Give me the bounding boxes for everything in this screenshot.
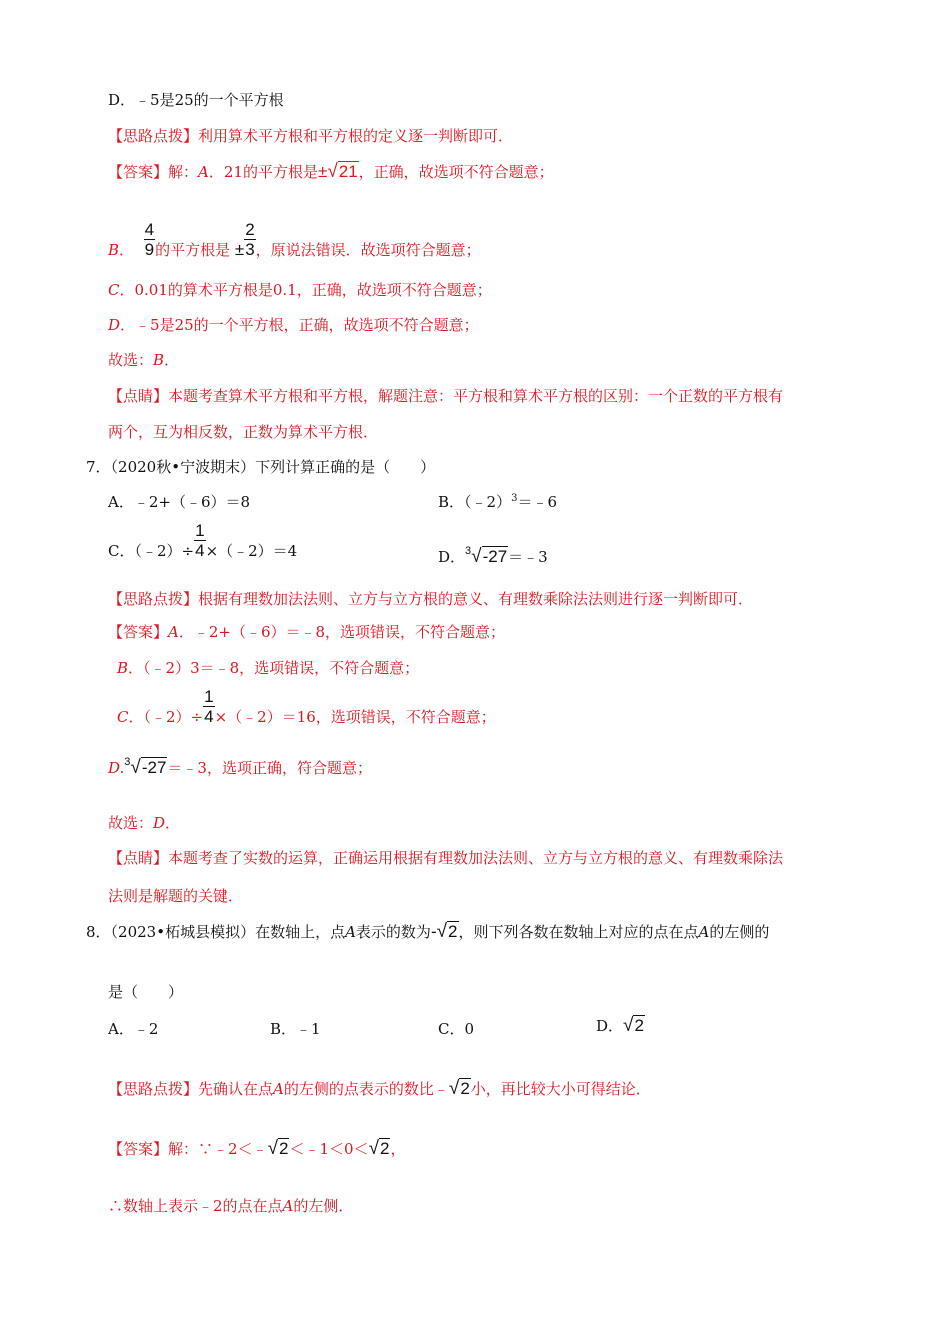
plus-minus: ± <box>317 162 328 181</box>
q8-answer <box>108 1139 405 1159</box>
label: A <box>168 623 179 641</box>
root-index: 3 <box>124 756 131 768</box>
text: ＝﹣3，选项正确，符合题意； <box>167 759 372 777</box>
radicand: 2 <box>634 1016 644 1035</box>
q8-option-a: A．﹣2 <box>108 1020 159 1038</box>
label: C <box>117 708 129 726</box>
hint-tag: 【思路点拨】 <box>108 1080 199 1098</box>
note-tag: 【点睛】 <box>108 387 169 405</box>
label: C <box>108 281 120 299</box>
text: D． <box>596 1017 624 1035</box>
point-label: A <box>282 1197 294 1215</box>
choice: D <box>153 814 166 832</box>
text: 的左侧的点表示的数比﹣ <box>283 1080 449 1098</box>
q7-answer-c <box>117 687 496 727</box>
denominator: 3 <box>245 240 255 259</box>
text: ． <box>165 814 181 832</box>
text: 8．（2023•柘城县模拟）在数轴上，点 <box>86 923 346 941</box>
radical-icon: √ <box>436 921 448 942</box>
sqrt-expression <box>449 1079 471 1099</box>
q6-answer-b <box>108 220 481 260</box>
q6-note-line2: 两个，互为相反数，正数为算术平方根． <box>108 423 379 441</box>
q6-option-d: D．﹣5是25的一个平方根 <box>108 91 284 109</box>
choice: B <box>153 351 165 369</box>
text: ×（﹣2）＝4 <box>205 542 298 560</box>
text: ×（﹣2）＝16，选项错误，不符合题意； <box>214 708 496 726</box>
radical-icon: √ <box>130 757 141 778</box>
q7-note-line2: 法则是解题的关键． <box>108 887 244 905</box>
q7-hint <box>108 589 753 609</box>
text: ∴数轴上表示﹣2的点在点 <box>108 1197 283 1215</box>
q8-hint <box>108 1079 651 1099</box>
text: ．（﹣2）÷ <box>128 708 204 726</box>
sqrt-expression <box>369 1139 391 1159</box>
answer-tag: 【答案】 <box>108 1140 169 1158</box>
radicand: 2 <box>380 1139 390 1158</box>
fraction <box>194 521 205 560</box>
denominator: 4 <box>204 707 214 726</box>
label: D <box>108 316 121 334</box>
q6-note <box>108 386 783 406</box>
note-text: 本题考查算术平方根和平方根，解题注意：平方根和算术平方根的区别：一个正数的平方根有 <box>168 387 784 405</box>
q7-answer-b <box>117 658 419 678</box>
radicand: 2 <box>448 922 458 941</box>
q6-choose <box>108 350 179 370</box>
q7-choose <box>108 813 180 833</box>
text: 的左侧． <box>293 1197 354 1215</box>
text: 表示的数为 <box>355 923 431 941</box>
hint-tag: 【思路点拨】 <box>108 590 199 608</box>
radical-icon: √ <box>327 161 338 182</box>
note-tag: 【点睛】 <box>108 849 169 867</box>
radical-icon: √ <box>471 546 482 567</box>
text: ＝﹣6 <box>517 493 557 511</box>
hint-tag: 【思路点拨】 <box>108 127 199 145</box>
text: D． <box>438 548 466 566</box>
q7-option-b <box>438 492 557 512</box>
text: ，正确，故选项不符合题意； <box>358 163 554 181</box>
point-label: A <box>273 1080 284 1098</box>
label: B <box>108 241 120 259</box>
text: C．（﹣2）÷ <box>108 542 195 560</box>
denominator: 4 <box>195 541 205 560</box>
text: ．0.01的算术平方根是0.1，正确，故选项不符合题意； <box>119 281 492 299</box>
text: ．21的平方根是 <box>208 163 318 181</box>
point-label: A <box>698 923 710 941</box>
text: ． <box>164 351 180 369</box>
radicand: -27 <box>482 547 508 566</box>
q7-stem: 7．（2020秋•宁波期末）下列计算正确的是（ ） <box>86 458 436 476</box>
denominator: 9 <box>144 240 155 259</box>
text: 的左侧的 <box>709 923 770 941</box>
q7-option-d <box>438 546 548 567</box>
text: ．﹣5是25的一个平方根，正确，故选项不符合题意； <box>120 316 479 334</box>
text: ， <box>390 1140 406 1158</box>
point-label: A <box>345 923 356 941</box>
q6-answer-a <box>108 162 554 182</box>
text: ＝﹣3 <box>508 548 548 566</box>
q6-answer-c <box>108 280 492 300</box>
text: ，则下列各数在数轴上对应的点在点 <box>458 923 699 941</box>
q8-option-d <box>596 1016 645 1036</box>
radicand: -27 <box>141 758 167 777</box>
hint-text: 根据有理数加法法则、立方与立方根的意义、有理数乘除法法则进行逐一判断即可． <box>198 590 754 608</box>
text: 的平方根是 <box>155 241 231 259</box>
radical-icon: √ <box>623 1015 634 1036</box>
q7-note <box>108 848 783 868</box>
radicand: 21 <box>338 162 358 181</box>
q7-answer-a <box>108 622 505 642</box>
radical-icon: √ <box>267 1138 278 1159</box>
note-text: 本题考查了实数的运算，正确运用根据有理数加法法则、立方与立方根的意义、有理数乘除法 <box>168 849 784 867</box>
q8-option-b: B．﹣1 <box>270 1020 321 1038</box>
q6-answer-d <box>108 315 479 335</box>
q8-conclusion <box>108 1196 353 1216</box>
text: 小，再比较大小可得结论． <box>470 1080 651 1098</box>
sqrt-expression <box>431 922 459 942</box>
text: 故选： <box>108 814 154 832</box>
exponent: 3 <box>511 493 518 504</box>
numerator: 1 <box>204 687 214 706</box>
sqrt-expression <box>623 1016 645 1036</box>
text: 解：∵﹣2＜﹣ <box>168 1140 268 1158</box>
answer-tag: 【答案】 <box>108 623 169 641</box>
fraction <box>203 687 214 726</box>
minus: - <box>430 922 437 941</box>
text: ＜﹣1＜0＜ <box>289 1140 369 1158</box>
q7-option-a: A．﹣2+（﹣6）＝8 <box>108 493 251 511</box>
fraction <box>244 220 255 259</box>
numerator: 4 <box>144 220 155 239</box>
numerator: 2 <box>245 220 255 239</box>
plus-minus: ± <box>234 240 245 259</box>
numerator: 1 <box>195 521 205 540</box>
label: B <box>117 659 129 677</box>
q8-option-c: C．0 <box>438 1020 475 1038</box>
cube-root <box>465 546 508 567</box>
text: ．﹣2+（﹣6）＝﹣8，选项错误，不符合题意； <box>178 623 506 641</box>
cube-root <box>124 757 167 778</box>
label: A <box>198 163 209 181</box>
sqrt-expression <box>268 1139 290 1159</box>
text: ，原说法错误．故选项符合题意； <box>255 241 481 259</box>
q7-answer-d <box>108 757 372 778</box>
radicand: 2 <box>279 1139 289 1158</box>
text: 解： <box>168 163 199 181</box>
sqrt-expression <box>318 162 359 182</box>
hint-text: 利用算术平方根和平方根的定义逐一判断即可． <box>198 127 514 145</box>
q8-stem-line2: 是（ ） <box>108 983 184 1001</box>
radicand: 2 <box>460 1079 470 1098</box>
q8-stem <box>86 922 769 942</box>
answer-tag: 【答案】 <box>108 163 169 181</box>
radical-icon: √ <box>368 1138 379 1159</box>
label: D. <box>108 759 125 777</box>
text: 故选： <box>108 351 154 369</box>
text: B．（﹣2） <box>438 493 512 511</box>
root-index: 3 <box>465 545 472 557</box>
radical-icon: √ <box>448 1078 460 1099</box>
q7-option-c <box>108 521 297 561</box>
text: ．（﹣2）3＝﹣8，选项错误，不符合题意； <box>128 659 420 677</box>
text: 先确认在点 <box>198 1080 274 1098</box>
text: ． <box>119 241 135 259</box>
q6-hint <box>108 126 513 146</box>
fraction <box>144 220 155 259</box>
